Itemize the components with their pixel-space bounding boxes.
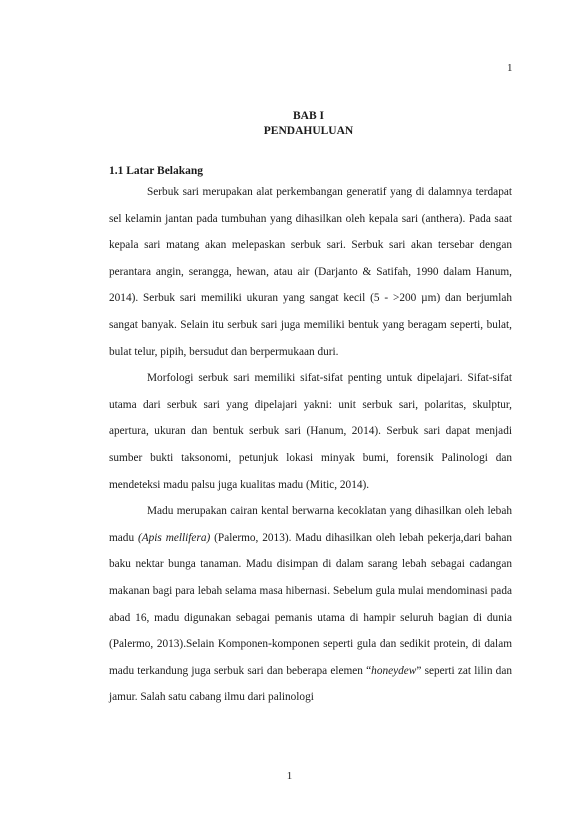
chapter-number: BAB I <box>293 110 324 122</box>
chapter-heading <box>0 109 579 139</box>
species-name: (Apis mellifera) <box>137 531 211 544</box>
body-text <box>109 179 512 711</box>
paragraph-1: Serbuk sari merupakan alat perkembangan generatif yang di dalamnya terdapat sel kelamin jantan pada tumbuhan yang dihasilkan oleh kepala sari (anthera). Pada saat kepala sari matang akan melepaskan serbuk sari. Serbuk sari akan tersebar dengan perantara angin, serangga, hewan, atau air (Darjanto & Satifah, 1990 dalam Hanum, 2014). Serbuk sari memiliki ukuran yang sangat kecil (5 - >200 µm) dan berjumlah sangat banyak. Selain itu serbuk sari juga memiliki bentuk yang beragam seperti, bulat, bulat telur, pipih, bersudut dan berpermukaan duri. <box>109 186 512 358</box>
paragraph-3-part-1: Madu merupakan cairan kental berwarna kecoklatan yang dihasilkan oleh lebah madu <box>109 505 512 544</box>
page-number-bottom: 1 <box>286 770 293 782</box>
paragraph-3-part-3: ” seperti zat lilin dan jamur. Salah satu cabang ilmu dari palinologi <box>109 664 512 704</box>
section-heading: 1.1 Latar Belakang <box>109 165 204 177</box>
chapter-title: PENDAHULUAN <box>263 125 354 137</box>
paragraph-3-part-2: (Palermo, 2013). Madu dihasilkan oleh lebah pekerja,dari bahan baku nektar bunga tanaman. Madu disimpan di dalam sarang lebah sebagai cadangan makanan bagi para lebah selama masa hibernasi. Sebelum gula mulai mendominasi pada abad 16, madu digunakan sebagai pemanis utama di hampir seluruh bagian di dunia (Palermo, 2013).Selain Komponen-komponen seperti gula dan sedikit protein, di dalam madu terkandung juga serbuk sari dan beberapa elemen “ <box>109 531 513 677</box>
paragraph-2: Morfologi serbuk sari memiliki sifat-sifat penting untuk dipelajari. Sifat-sifat utama dari serbuk sari yang dipelajari yakni: unit serbuk sari, polaritas, skulptur, apertura, ukuran dan bentuk serbuk sari (Hanum, 2014). Serbuk sari dapat menjadi sumber bukti taksonomi, petunjuk lokasi minyak bumi, forensik Palinologi dan mendeteksi madu palsu juga kualitas madu (Mitic, 2014). <box>109 372 512 491</box>
page-number-top: 1 <box>507 62 513 74</box>
honeydew-term: honeydew <box>371 664 417 677</box>
paragraph-3 <box>109 498 512 711</box>
